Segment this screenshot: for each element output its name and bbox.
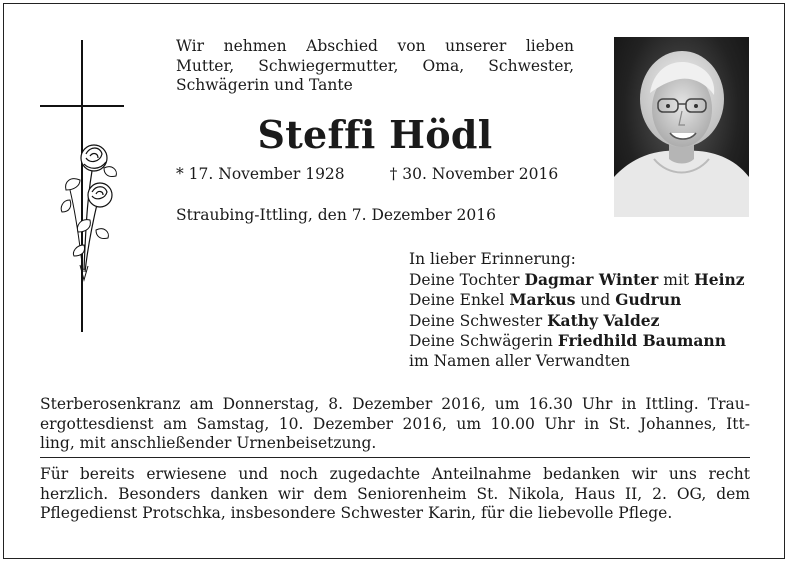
mourner-line: Deine Schwester Kathy Valdez <box>409 310 660 330</box>
mourners-heading: In lieber Erinnerung: <box>409 250 576 268</box>
mourner-line: Deine Tochter Dagmar Winter mit Heinz <box>409 269 745 289</box>
place-and-date: Straubing-Ittling, den 7. Dezember 2016 <box>176 206 496 224</box>
intro-text <box>176 37 574 96</box>
life-dates <box>176 165 558 183</box>
mourner-line: im Namen aller Verwandten <box>409 351 630 370</box>
mourner-line: Deine Enkel Markus und Gudrun <box>409 290 682 310</box>
service-line: ergottesdienst am Samstag, 10. Dezember 2016, um 10.00 Uhr in St. Johannes, Itt- <box>40 414 750 433</box>
deceased-name: Steffi Hödl <box>257 112 493 157</box>
thanks-text <box>40 465 750 524</box>
mourners-list <box>409 250 745 372</box>
divider <box>40 457 750 458</box>
death-date: † 30. November 2016 <box>389 165 559 183</box>
service-info <box>40 395 750 454</box>
intro-line: Schwägerin und Tante <box>176 76 353 94</box>
portrait-photo <box>614 37 749 217</box>
intro-line: Mutter, Schwiegermutter, Oma, Schwester, <box>176 56 574 75</box>
thanks-line: Pflegedienst Protschka, insbesondere Schwester Karin, für die liebevolle Pflege. <box>40 504 673 522</box>
cross-with-roses-icon <box>40 40 124 332</box>
service-line: ling, mit anschließender Urnenbeisetzung. <box>40 434 377 452</box>
birth-date: * 17. November 1928 <box>176 165 345 183</box>
mourner-line: Deine Schwägerin Friedhild Baumann <box>409 331 726 351</box>
thanks-line: Für bereits erwiesene und noch zugedachte Anteilnahme bedanken wir uns recht <box>40 465 750 483</box>
thanks-line: herzlich. Besonders danken wir dem Seniorenheim St. Nikola, Haus II, 2. OG, dem <box>40 484 750 503</box>
intro-line: Wir nehmen Abschied von unserer lieben <box>176 37 574 55</box>
service-line: Sterberosenkranz am Donnerstag, 8. Dezember 2016, um 16.30 Uhr in Ittling. Trau- <box>40 395 750 413</box>
